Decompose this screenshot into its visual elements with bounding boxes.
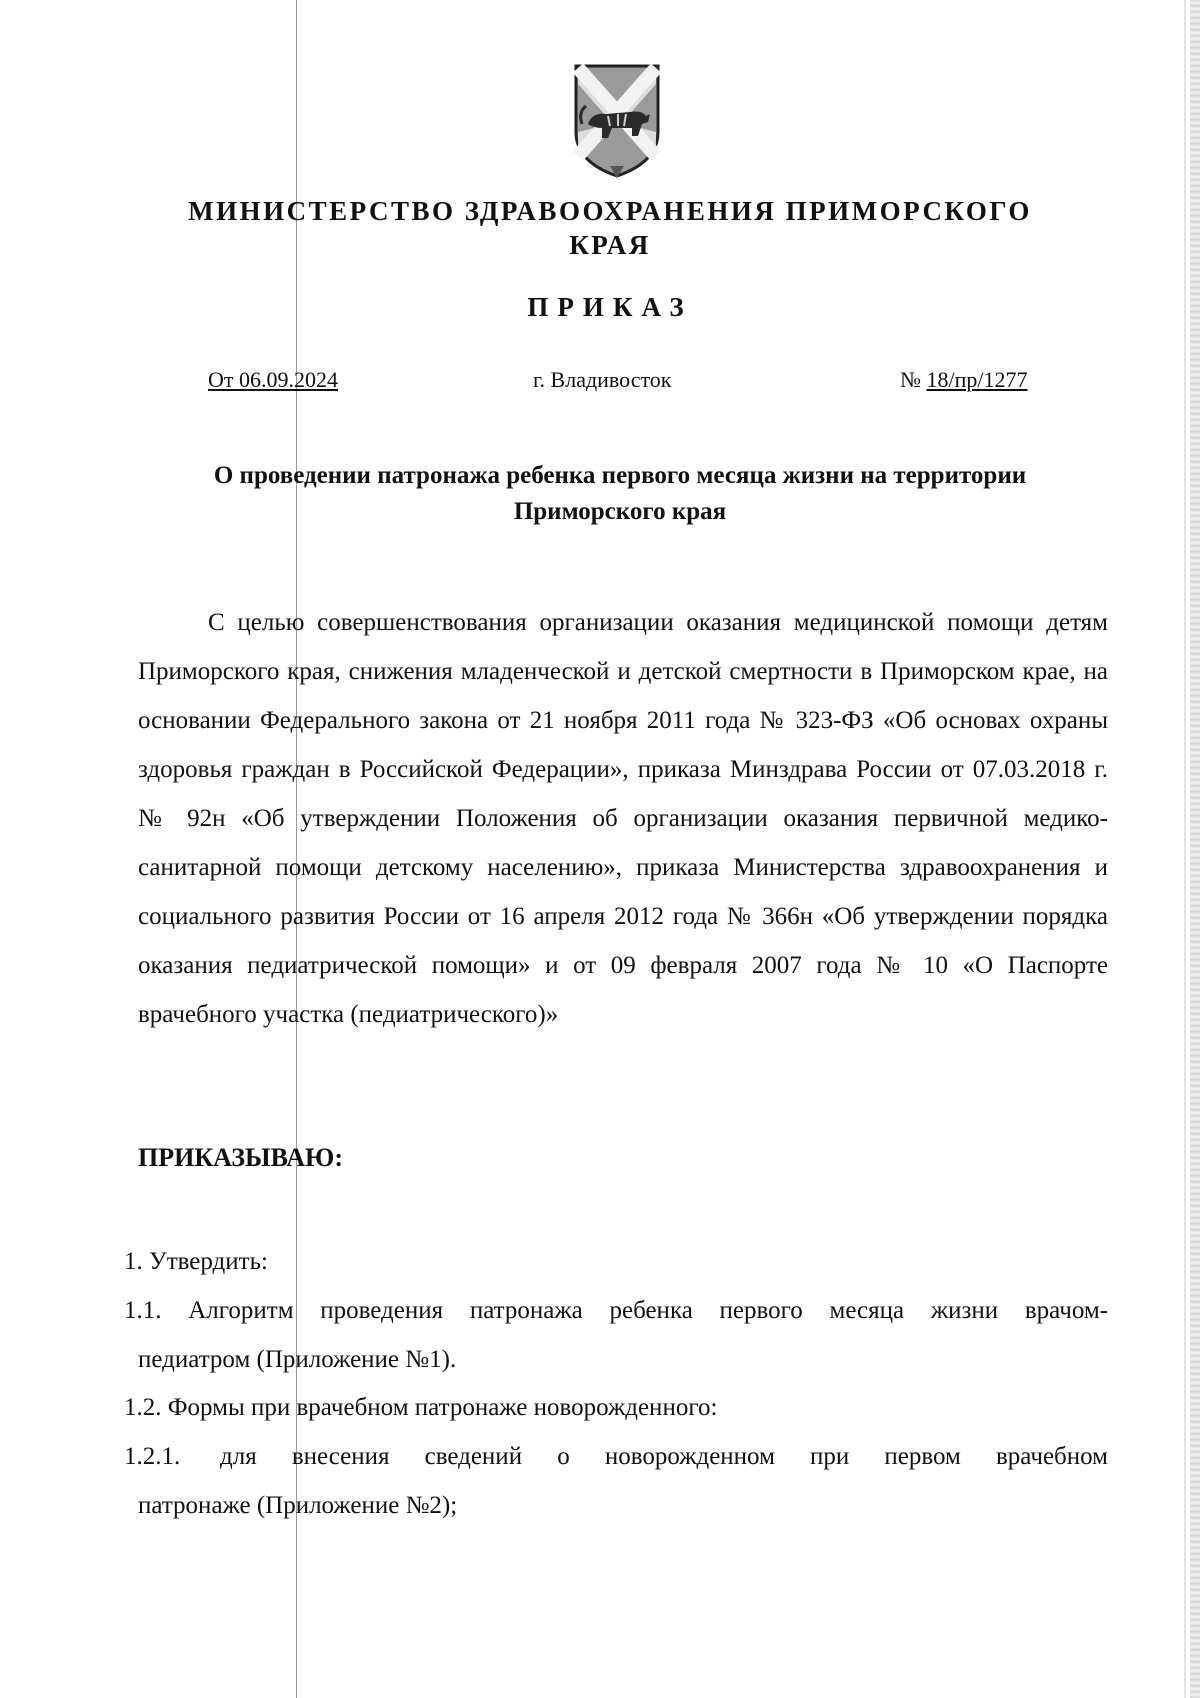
ministry-name-line1: МИНИСТЕРСТВО ЗДРАВООХРАНЕНИЯ ПРИМОРСКОГО [188,196,1032,226]
order-heading: ПРИКАЗЫВАЮ: [138,1143,343,1172]
list-item-1-1-line2: педиатром (Приложение №1). [138,1346,457,1373]
list-item-1-2-1 [124,1432,1108,1530]
coat-of-arms-emblem [572,62,662,180]
list-item-1-2-1-number: 1.2.1. [124,1443,181,1470]
order-number-prefix: № [900,367,927,392]
order-city: г. Владивосток [533,367,672,392]
order-number [900,366,1028,394]
document-title-line1: О проведении патронажа ребенка первого месяца жизни на территории [213,462,1027,489]
list-item-1-1 [124,1286,1108,1384]
list-item-1-2-1-line1 [124,1432,1108,1481]
list-item-1-2-1-text: для внесения сведений о новорожденном при первом врачебном [220,1443,1108,1470]
document-type: ПРИКАЗ [527,292,693,322]
order-date: От 06.09.2024 [208,367,339,392]
document-title [140,458,1100,530]
list-item-1: 1. Утвердить: [124,1248,268,1275]
preamble-paragraph: С целью совершенствования организации оказания медицинской помощи детям Приморского края, снижения младенческой и детской смертности в Приморском крае, на основании Федерального закона от 21 ноября 2011 года № 323-ФЗ «Об основах охраны здоровья граждан в Российской Федерации», приказа Минздрава России от 07.03.2018 г. № 92н «Об утверждении Положения об организации оказания первичной медико-санитарной помощи детскому населению», приказа Министерства здравоохранения и социального развития России от 16 апреля 2012 года № 366н «Об утверждении порядка оказания педиатрической помощи» и от 09 февраля 2007 года № 10 «О Паспорте врачебного участка (педиатрического)» [138,609,1108,1028]
list-item-1-1-line1: 1.1. Алгоритм проведения патронажа ребенка первого месяца жизни врачом- [124,1297,1108,1324]
document-title-line2: Приморского края [513,498,727,525]
scan-edge [1190,0,1200,1698]
order-number-value: 18/пр/1277 [926,367,1028,392]
list-item-1-2: 1.2. Формы при врачебном патронаже новорожденного: [124,1394,718,1421]
scan-edge-inner [1184,0,1186,1698]
list-item-1-2-1-line2: патронаже (Приложение №2); [138,1492,458,1519]
ministry-name-line2: КРАЯ [569,230,651,260]
